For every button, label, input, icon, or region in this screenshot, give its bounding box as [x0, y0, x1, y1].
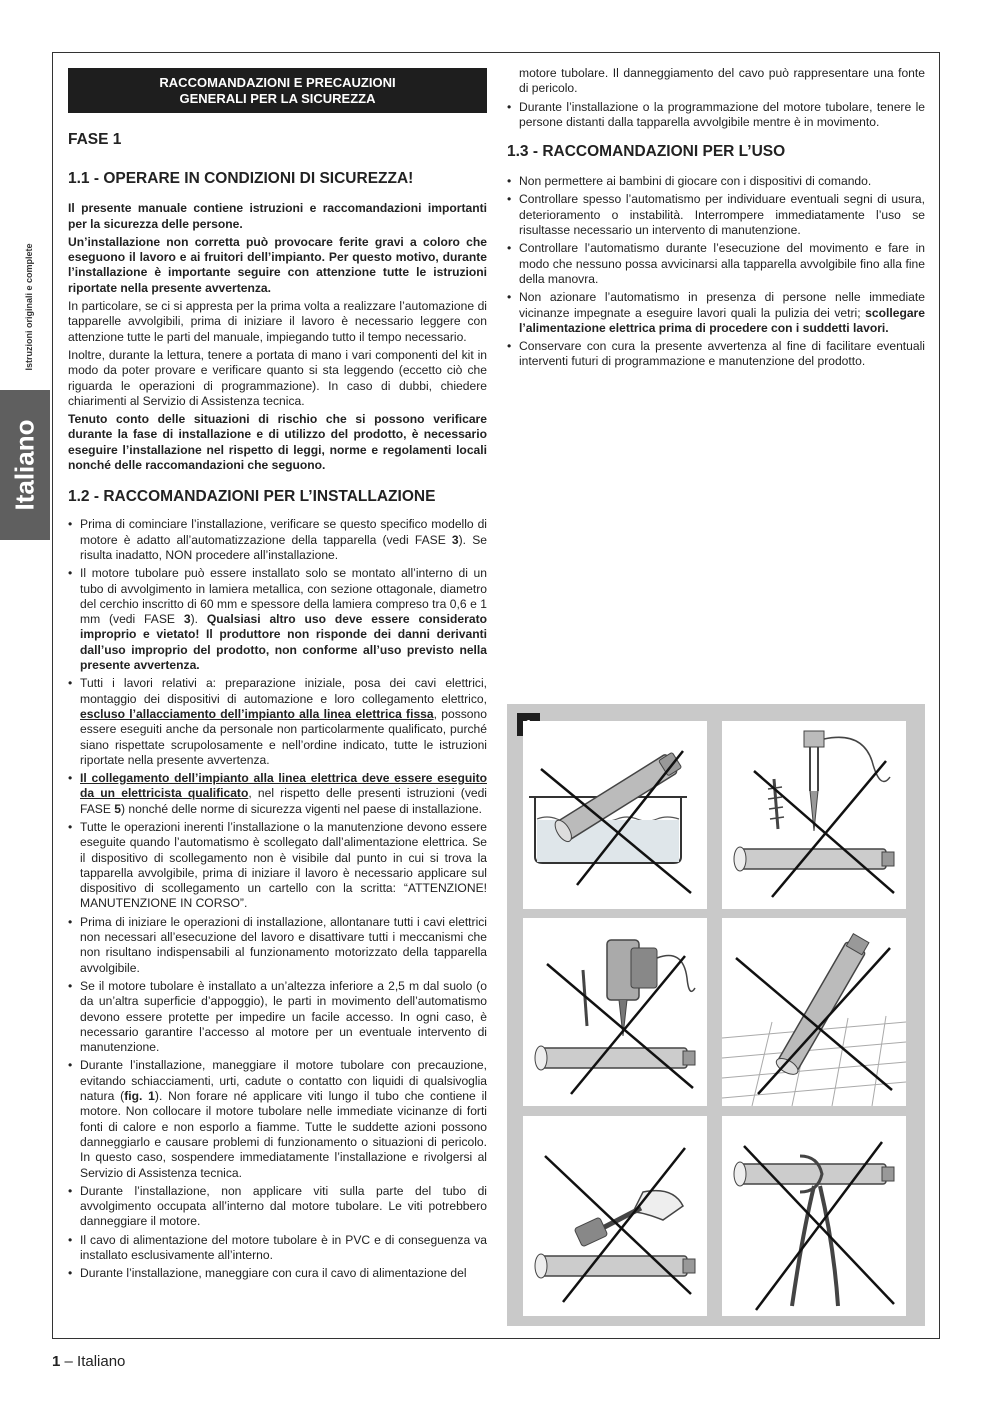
section-1-1-title: 1.1 - OPERARE IN CONDIZIONI DI SICUREZZA!	[68, 170, 414, 188]
list-item: • Non azionare l’automatismo in presenza di persone nelle immediate vicinanze impegnate a eseguire lavori quali la pulizia dei vetri; scollegare l’alimentazione elettrica prima di procedere con i suddetti lavori.	[507, 290, 925, 336]
falling-motor-illustration	[722, 918, 906, 1106]
header-box	[68, 68, 487, 113]
panel-screw	[722, 721, 906, 909]
section-1-3-title: 1.3 - RACCOMANDAZIONI PER L’USO	[507, 143, 786, 161]
hammer-illustration	[523, 1116, 707, 1316]
list-item: • Il collegamento dell’impianto alla linea elettrica deve essere eseguito da un elettricista qualificato, nel rispetto delle presenti istruzioni (vedi FASE 5) nonché delle norme di sicurezza vigenti nel paese di installazione.	[68, 771, 487, 817]
right-column	[507, 66, 925, 373]
s11-p4: Inoltre, durante la lettura, tenere a portata di mano i vari componenti del kit in modo da poter provare e verificare quanto si sta leggendo (eccetto ciò che riguarda le operazioni di programmazione). In caso di dubbi, chiedere chiarimenti al Servizio di Assistenza tecnica.	[68, 347, 487, 408]
list-item: • Prima di cominciare l’installazione, verificare se questo specifico modello di motore è adatto all’automatizzazione della tapparella (vedi FASE 3). Se risulta inadatto, NON procedere all’installazione.	[68, 517, 487, 563]
drill-illustration	[523, 918, 707, 1106]
s11-p5: Tenuto conto delle situazioni di rischio che si possono verificare durante la fase di installazione e di utilizzo del prodotto, è necessario eseguire l’installazione nel rispetto di leggi, norme e regolamenti locali nonché delle raccomandazioni che seguono.	[68, 412, 487, 473]
screw-in-tube-illustration	[722, 721, 906, 909]
list-item: • Durante l’installazione, maneggiare con cura il cavo di alimentazione del	[68, 1266, 487, 1281]
s12-list	[68, 517, 487, 1281]
page-number: 1	[52, 1353, 61, 1370]
s11-p1: Il presente manuale contiene istruzioni e raccomandazioni importanti per la sicurezza delle persone.	[68, 201, 487, 231]
s11-p3: In particolare, se ci si appresta per la prima volta a realizzare l’automazione di tapparelle avvolgibili, prima di iniziare il lavoro è necessario leggere con attenzione tutte le parti del manuale, impiegando tutto il tempo necessario.	[68, 299, 487, 344]
section-1-2-title: 1.2 - RACCOMANDAZIONI PER L’INSTALLAZIONE	[68, 488, 436, 506]
side-note	[20, 232, 38, 382]
list-item: • Controllare l’automatismo durante l’esecuzione del movimento e fare in modo che nessuno possa avvicinarsi alla tapparella avvolgibile fino alla fine della manovra.	[507, 241, 925, 287]
language-tab-label: Italiano	[9, 419, 40, 511]
side-note-text: Istruzioni originali e complete	[24, 243, 34, 371]
list-item: • Prima di iniziare le operazioni di installazione, allontanare tutti i cavi elettrici non necessari all’esecuzione del lavoro e disattivare tutti i meccanismi che non risultano indispensabili al funzionamento motorizzato della tapparella avvolgibile.	[68, 915, 487, 976]
panel-drill	[523, 918, 707, 1106]
fase-title: FASE 1	[68, 131, 122, 148]
list-item: • Controllare spesso l’automatismo per individuare eventuali segni di usura, deterioramento o instabilità. Interrompere immediatamente l’uso se risultasse necessario un intervento di manutenzione.	[507, 192, 925, 238]
right-list	[507, 100, 925, 131]
list-item: • Non permettere ai bambini di giocare con i dispositivi di comando.	[507, 174, 925, 189]
motor-in-water-illustration	[523, 721, 707, 909]
list-item: • Durante l’installazione, maneggiare il motore tubolare con precauzione, evitando schiacciamenti, urti, cadute o contatto con liquidi di qualsivoglia natura (fig. 1). Non forare né applicare viti lungo il tubo che contiene il motore. Non collocare il motore tubolare nelle immediate vicinanze di forti fonti di calore e non esporlo a fiamme. Tutte le suddette azioni possono danneggiarlo e causare problemi di funzionamento o situazioni di pericolo. In questo caso, sospendere immediatamente l’installazione e rivolgersi al Servizio di Assistenza tecnica.	[68, 1058, 487, 1180]
header-box-line1: RACCOMANDAZIONI E PRECAUZIONI	[159, 75, 396, 90]
language-tab	[0, 390, 50, 540]
page-footer: 1 – Italiano	[52, 1353, 126, 1370]
list-item: • Il cavo di alimentazione del motore tubolare è in PVC e di conseguenza va installato esclusivamente all’interno.	[68, 1233, 487, 1264]
header-box-line2: GENERALI PER LA SICUREZZA	[179, 91, 376, 106]
panel-hammer	[523, 1116, 707, 1316]
list-item: • Durante l’installazione o la programmazione del motore tubolare, tenere le persone distanti dalla tapparella avvolgibile mentre è in movimento.	[507, 100, 925, 131]
list-item: • Tutte le operazioni inerenti l’installazione o la manutenzione devono essere eseguite quando l’automatismo è scollegato dall’alimentazione elettrica. Se il dispositivo di scollegamento non è visibile dal punto in cui si trova la tapparella avvolgibile, prima di iniziare il lavoro è necessario applicare sul dispositivo di scollegamento un cartello con la scritta: “ATTENZIONE! MANUTENZIONE IN CORSO”.	[68, 820, 487, 912]
panel-pliers	[722, 1116, 906, 1316]
continued-text: motore tubolare. Il danneggiamento del cavo può rappresentare una fonte di pericolo.	[519, 66, 925, 96]
panel-fall	[722, 918, 906, 1106]
panel-water	[523, 721, 707, 909]
pliers-illustration	[722, 1116, 906, 1316]
list-item: • Se il motore tubolare è installato a un’altezza inferiore a 2,5 m dal suolo (o da un’altra superficie d’appoggio), le parti in movimento dell’automatismo devono essere protette per impedire un facile accesso. In ogni caso, è necessario garantire l’accesso al motore per un eventuale intervento di manutenzione.	[68, 979, 487, 1055]
list-item: • Conservare con cura la presente avvertenza al fine di facilitare eventuali interventi futuri di programmazione e manutenzione del prodotto.	[507, 339, 925, 370]
left-column	[68, 68, 487, 1285]
list-item: • Durante l’installazione, non applicare viti sulla parte del tubo di avvolgimento occupata all’interno dal motore tubolare. Le viti potrebbero danneggiare il motore.	[68, 1184, 487, 1230]
footer-language: Italiano	[77, 1353, 126, 1370]
figure-1	[507, 704, 925, 1326]
list-item: • Il motore tubolare può essere installato solo se montato all’interno di un tubo di avvolgimento in lamiera metallica, con sezione ottagonale, diametro del cerchio inscritto di 60 mm e spessore della lamiera compreso tra 0,6 e 1 mm (vedi FASE 3). Qualsiasi altro uso deve essere considerato improprio e vietato! Il produttore non risponde dei danni derivanti dall’uso improprio del prodotto, non conforme all’uso previsto nella presente avvertenza.	[68, 566, 487, 673]
list-item: • Tutti i lavori relativi a: preparazione iniziale, posa dei cavi elettrici, montaggio dei dispositivi di automazione e loro collegamento elettrico, escluso l’allacciamento dell’impianto alla linea elettrica fissa, possono essere eseguiti anche da personale non particolarmente qualificato, purché siano rispettate scrupolosamente e nell’ordine indicato, tutte le istruzioni riportate nella presente avvertenza.	[68, 676, 487, 768]
s13-list	[507, 174, 925, 370]
s11-p2: Un’installazione non corretta può provocare ferite gravi a coloro che eseguono il lavoro e ai fruitori dell’impianto. Per questo motivo, durante l’installazione è importante seguire con attenzione tutte le istruzioni riportate nella presente avvertenza.	[68, 234, 487, 295]
